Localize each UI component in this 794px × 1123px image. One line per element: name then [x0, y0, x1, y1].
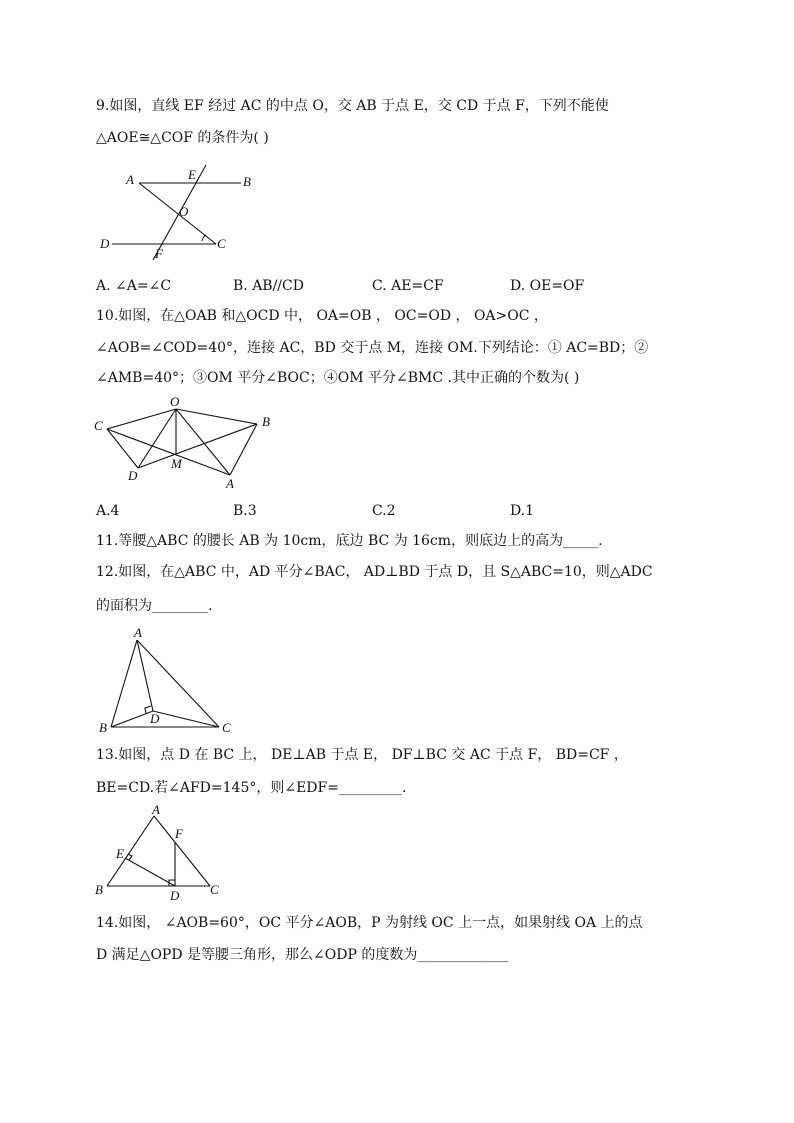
q11-text-line1: 11.等腰△ABC 的腰长 AB 为 10cm，底边 BC 为 16cm，则底边上的高为_____. — [96, 533, 603, 549]
q9-text-line2: △AOE≅△COF 的条件为( ) — [96, 130, 269, 146]
q13-label-A: A — [152, 802, 160, 817]
q10-option-c: C.2 — [372, 503, 396, 519]
q10-label-B: B — [262, 414, 270, 429]
q12-figure — [96, 624, 246, 734]
q10-label-O: O — [170, 394, 180, 409]
q10-option-d: D.1 — [510, 503, 535, 519]
q9-option-b: B. AB//CD — [233, 278, 304, 294]
q13-label-F: F — [175, 826, 183, 841]
q10-label-C: C — [94, 418, 103, 433]
q12-text-line1: 12.如图，在△ABC 中，AD 平分∠BAC， AD⊥BD 于点 D，且 S△ABC=10，则△ADC — [96, 564, 653, 580]
q9-label-E: E — [188, 167, 196, 182]
q10-text-line1: 10.如图，在△OAB 和△OCD 中， OA=OB ， OC=OD ， OA>OC ， — [96, 308, 548, 324]
q12-text-line2: 的面积为________. — [96, 598, 213, 614]
q9-label-F: F — [155, 246, 163, 261]
q13-label-B: B — [95, 882, 103, 897]
q9-label-O: O — [179, 204, 189, 219]
q10-text-line2: ∠AOB=∠COD=40°，连接 AC，BD 交于点 M，连接 OM.下列结论：① AC=BD；② — [96, 340, 649, 356]
q12-label-C: C — [222, 720, 231, 735]
q9-figure — [96, 160, 251, 265]
q10-label-A: A — [226, 476, 234, 491]
q9-label-C: C — [217, 236, 226, 251]
q10-label-D: D — [128, 468, 138, 483]
q9-label-A: A — [126, 172, 134, 187]
q9-label-D: D — [100, 236, 110, 251]
q10-label-M: M — [171, 456, 182, 471]
q10-option-a: A.4 — [96, 503, 120, 519]
q13-label-E: E — [116, 846, 124, 861]
q14-text-line2: D 满足△OPD 是等腰三角形，那么∠ODP 的度数为_____________ — [96, 947, 509, 963]
q12-label-D: D — [150, 711, 160, 726]
q13-label-C: C — [210, 882, 219, 897]
q13-label-D: D — [170, 888, 180, 903]
q9-option-d: D. OE=OF — [510, 278, 585, 294]
q10-figure — [92, 392, 282, 492]
q12-label-A: A — [134, 625, 142, 640]
q13-text-line1: 13.如图，点 D 在 BC 上， DE⊥AB 于点 E， DF⊥BC 交 AC 于点 F， BD=CF ， — [96, 747, 628, 763]
q13-text-line2: BE=CD.若∠AFD=145°，则∠EDF=_________. — [96, 780, 407, 796]
q10-option-b: B.3 — [233, 503, 257, 519]
q9-text-line1: 9.如图，直线 EF 经过 AC 的中点 O，交 AB 于点 E，交 CD 于点 F，下列不能使 — [96, 98, 609, 114]
q10-text-line3: ∠AMB=40°；③OM 平分∠BOC；④OM 平分∠BMC .其中正确的个数为( ) — [96, 370, 580, 386]
q13-figure — [92, 804, 232, 904]
q9-option-c: C. AE=CF — [372, 278, 444, 294]
q12-label-B: B — [99, 720, 107, 735]
q9-option-a: A. ∠A=∠C — [96, 278, 172, 294]
q9-label-B: B — [243, 174, 251, 189]
q14-text-line1: 14.如图， ∠AOB=60°，OC 平分∠AOB，P 为射线 OC 上一点，如果射线 OA 上的点 — [96, 915, 643, 931]
